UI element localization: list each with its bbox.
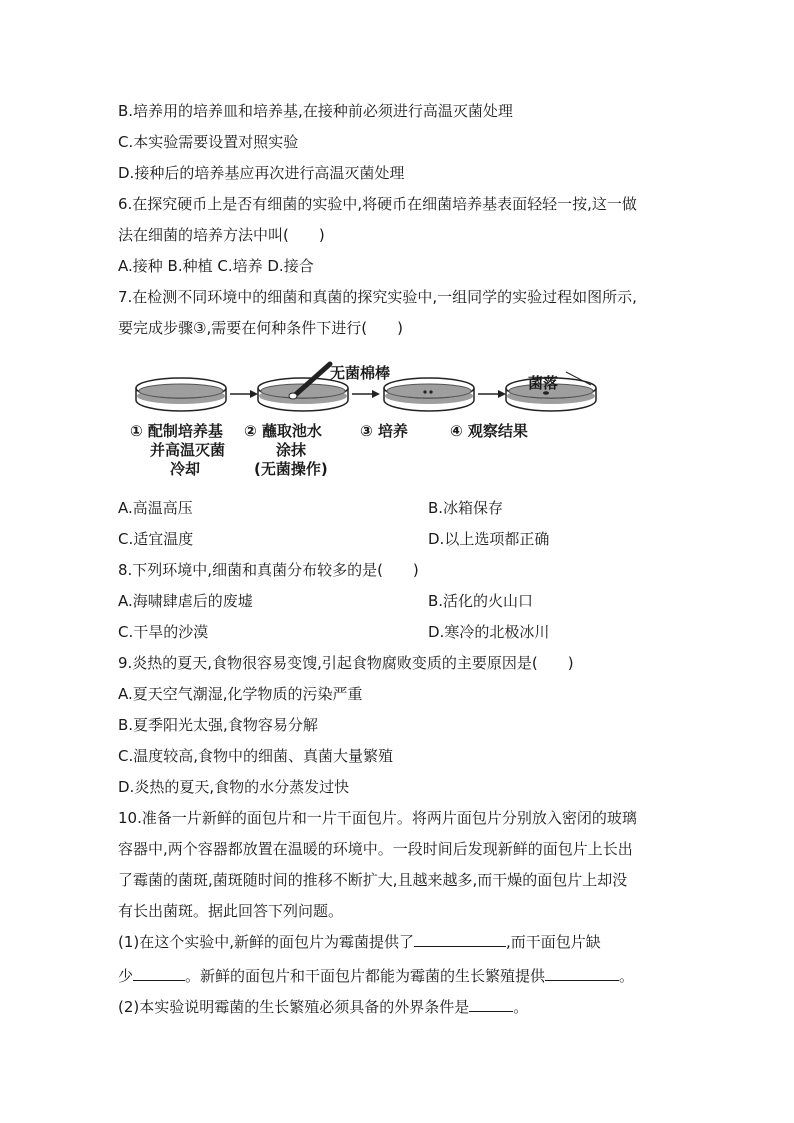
step-1-label-line-2: 并高温灭菌 (150, 441, 226, 459)
q10-sub2-text-b: 。 (513, 998, 529, 1016)
answer-blank-1[interactable] (414, 932, 506, 947)
question-7-line-2: 要完成步骤③,需要在何种条件下进行( ) (118, 319, 403, 337)
q10-sub2-text-a: (2)本实验说明霉菌的生长繁殖必须具备的外界条件是 (118, 998, 470, 1016)
question-10-sub-1-line-1 (118, 932, 601, 952)
q10-sub1-text-c: 少 (118, 967, 134, 985)
question-8-option-d: D.寒冷的北极冰川 (428, 623, 550, 641)
experiment-diagram (118, 358, 678, 488)
question-7-option-a: A.高温高压 (118, 499, 193, 517)
question-7-option-d: D.以上选项都正确 (428, 530, 550, 548)
question-7-line-1: 7.在检测不同环境中的细菌和真菌的探究实验中,一组同学的实验过程如图所示, (118, 288, 637, 306)
step-2-label-line-2: 涂抹 (276, 441, 307, 459)
step-1-label-line-1: ① 配制培养基 (130, 422, 223, 440)
q10-sub1-text-e: 。 (619, 967, 635, 985)
question-9-option-a: A.夏天空气潮湿,化学物质的污染严重 (118, 685, 363, 703)
line-option-b: B.培养用的培养皿和培养基,在接种前必须进行高温灭菌处理 (118, 102, 513, 120)
question-6-line-1: 6.在探究硬币上是否有细菌的实验中,将硬币在细菌培养基表面轻轻一按,这一做 (118, 195, 637, 213)
question-10-sub-1-line-2 (118, 966, 634, 986)
question-9: 9.炎热的夏天,食物很容易变馊,引起食物腐败变质的主要原因是( ) (118, 654, 574, 672)
answer-blank-4[interactable] (469, 997, 513, 1012)
question-8-option-c: C.干旱的沙漠 (118, 623, 209, 641)
question-6-options: A.接种 B.种植 C.培养 D.接合 (118, 257, 314, 275)
question-9-option-d: D.炎热的夏天,食物的水分蒸发过快 (118, 778, 350, 796)
question-8: 8.下列环境中,细菌和真菌分布较多的是( ) (118, 561, 419, 579)
arrow-3 (478, 390, 506, 398)
line-option-c: C.本实验需要设置对照实验 (118, 133, 299, 151)
question-9-option-b: B.夏季阳光太强,食物容易分解 (118, 716, 318, 734)
answer-blank-2[interactable] (133, 966, 185, 981)
question-9-option-c: C.温度较高,食物中的细菌、真菌大量繁殖 (118, 747, 394, 765)
q10-sub1-text-d: 。新鲜的面包片和干面包片都能为霉菌的生长繁殖提供 (185, 967, 546, 985)
question-10-line-2: 容器中,两个容器都放置在温暖的环境中。一段时间后发现新鲜的面包片上长出 (118, 840, 633, 858)
arrow-2 (352, 390, 380, 398)
petri-dish-3 (384, 378, 474, 411)
question-10-line-1: 10.准备一片新鲜的面包片和一片干面包片。将两片面包片分别放入密闭的玻璃 (118, 809, 637, 827)
question-10-line-3: 了霉菌的菌斑,菌斑随时间的推移不断扩大,且越来越多,而干燥的面包片上却没 (118, 871, 628, 889)
question-10-line-4: 有长出菌斑。据此回答下列问题。 (118, 902, 344, 920)
question-10-sub-2 (118, 997, 528, 1017)
line-option-d: D.接种后的培养基应再次进行高温灭菌处理 (118, 164, 405, 182)
petri-dish-1 (136, 378, 226, 411)
colony-label: 菌落 (528, 374, 559, 392)
q10-sub1-text-a: (1)在这个实验中,新鲜的面包片为霉菌提供了 (118, 933, 415, 951)
question-6-line-2: 法在细菌的培养方法中叫( ) (118, 226, 325, 244)
step-1-label-line-3: 冷却 (170, 460, 201, 478)
question-8-option-a: A.海啸肆虐后的废墟 (118, 592, 253, 610)
step-4-label: ④ 观察结果 (450, 422, 528, 440)
step-3-label: ③ 培养 (360, 422, 408, 440)
question-7-option-b: B.冰箱保存 (428, 499, 504, 517)
arrow-1 (230, 390, 258, 398)
step-2-label-line-1: ② 蘸取池水 (244, 422, 322, 440)
answer-blank-3[interactable] (545, 966, 619, 981)
step-2-label-line-3: (无菌操作) (254, 460, 328, 478)
question-8-option-b: B.活化的火山口 (428, 592, 534, 610)
q10-sub1-text-b: ,而干面包片缺 (506, 933, 601, 951)
experiment-figure (118, 358, 678, 488)
swab-label: 无菌棉棒 (330, 364, 391, 382)
question-7-option-c: C.适宜温度 (118, 530, 194, 548)
swab-tip (289, 393, 297, 399)
